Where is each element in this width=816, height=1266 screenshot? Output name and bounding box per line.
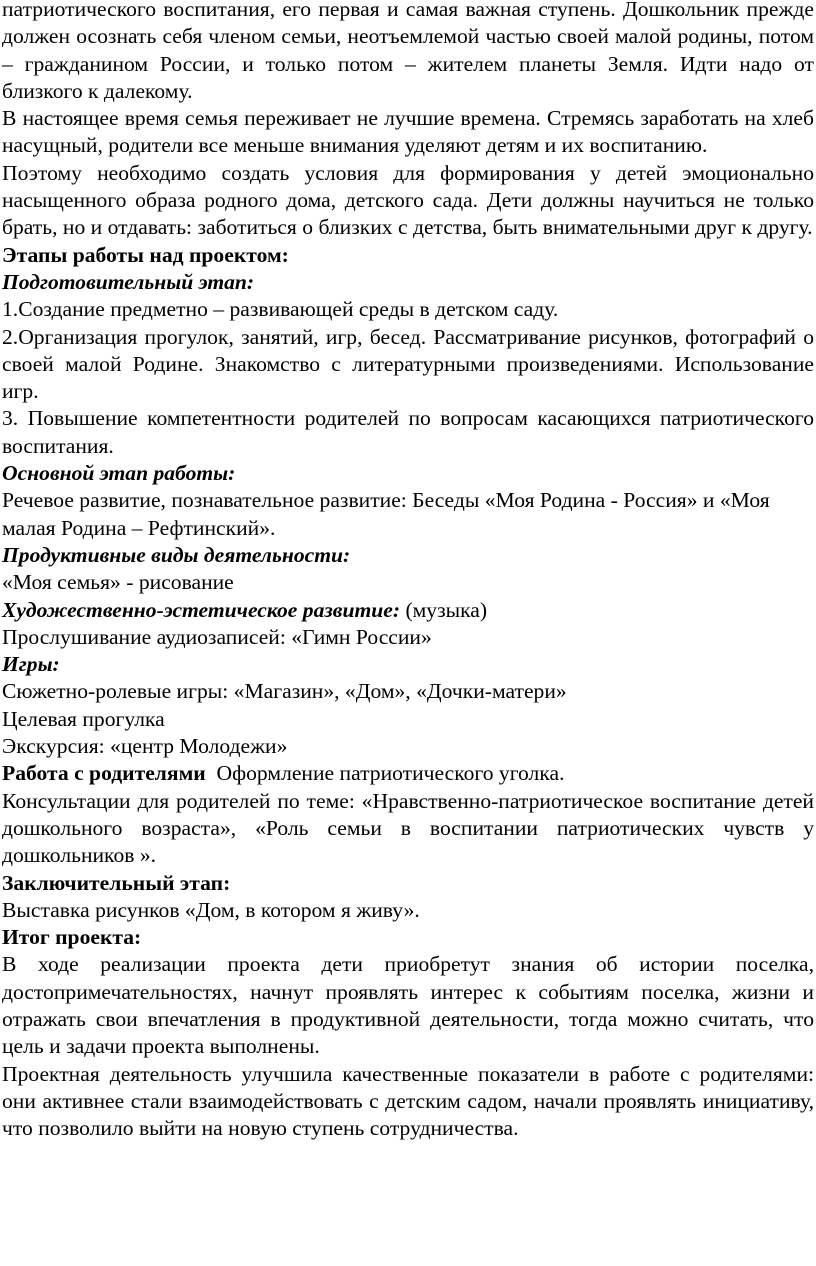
- games-item-3: Экскурсия: «центр Молодежи»: [2, 734, 288, 759]
- parents-heading: Работа с родителями: [2, 761, 206, 786]
- prep-item-1: 1.Создание предметно – развивающей среды в детском саду.: [2, 297, 559, 322]
- parents-suffix: Оформление патриотического уголка.: [205, 761, 565, 786]
- final-stage-heading: Заключительный этап:: [2, 870, 231, 895]
- intro-paragraph-1: патриотического воспитания, его первая и самая важная ступень. Дошкольник прежде должен осознать себя членом семьи, неотъемлемой частью своей малой родины, потом – гражданином России, и только потом – жителем планеты Земля. Идти надо от близкого к далекому.: [2, 0, 814, 103]
- prep-item-3: 3. Повышение компетентности родителей по вопросам касающихся патриотического воспитания.: [2, 406, 814, 458]
- prep-item-2: 2.Организация прогулок, занятий, игр, бесед. Рассматривание рисунков, фотографий о своей малой Родине. Знакомство с литературными произведениями. Использование игр.: [2, 324, 814, 404]
- art-heading: Художественно-эстетическое развитие:: [2, 597, 401, 622]
- intro-paragraph-2: В настоящее время семья переживает не лучшие времена. Стремясь заработать на хлеб насущный, родители все меньше внимания уделяют детям и их воспитанию.: [2, 106, 814, 158]
- games-item-2: Целевая прогулка: [2, 706, 165, 731]
- result-heading: Итог проекта:: [2, 925, 142, 950]
- result-paragraph-2: Проектная деятельность улучшила качественные показатели в работе с родителями: они активнее стали взаимодействовать с детским садом, начали проявлять инициативу, что позволило выйти на новую ступень сотрудничества.: [2, 1061, 814, 1141]
- productive-text: «Моя семья» - рисование: [2, 570, 234, 595]
- final-stage-text: Выставка рисунков «Дом, в котором я живу».: [2, 897, 420, 922]
- art-line: [2, 597, 814, 624]
- productive-heading: Продуктивные виды деятельности:: [2, 542, 351, 567]
- parents-text: Консультации для родителей по теме: «Нравственно-патриотическое воспитание детей дошкольного возраста», «Роль семьи в воспитании патриотических чувств у дошкольников ».: [2, 788, 814, 868]
- stages-heading: Этапы работы над проектом:: [2, 242, 289, 267]
- parents-line: [2, 760, 814, 787]
- result-paragraph-1: В ходе реализации проекта дети приобретут знания об истории поселка, достопримечательностях, начнут проявлять интерес к событиям поселка, жизни и отражать свои впечатления в продуктивной деятельности, тогда можно считать, что цель и задачи проекта выполнены.: [2, 952, 814, 1059]
- art-suffix: (музыка): [400, 597, 488, 622]
- games-heading: Игры:: [2, 652, 60, 677]
- prep-stage-heading: Подготовительный этап:: [2, 269, 255, 294]
- art-text: Прослушивание аудиозаписей: «Гимн России»: [2, 624, 432, 649]
- games-item-1: Сюжетно-ролевые игры: «Магазин», «Дом», «Дочки-матери»: [2, 679, 567, 704]
- main-stage-text: Речевое развитие, познавательное развитие: Беседы «Моя Родина - Россия» и «Моя малая Родина – Рефтинский».: [2, 488, 770, 540]
- intro-paragraph-3: Поэтому необходимо создать условия для формирования у детей эмоционально насыщенного образа родного дома, детского сада. Дети должны научиться не только брать, но и отдавать: заботиться о близких с детства, быть внимательными друг к другу.: [2, 160, 814, 240]
- main-stage-heading: Основной этап работы:: [2, 461, 236, 486]
